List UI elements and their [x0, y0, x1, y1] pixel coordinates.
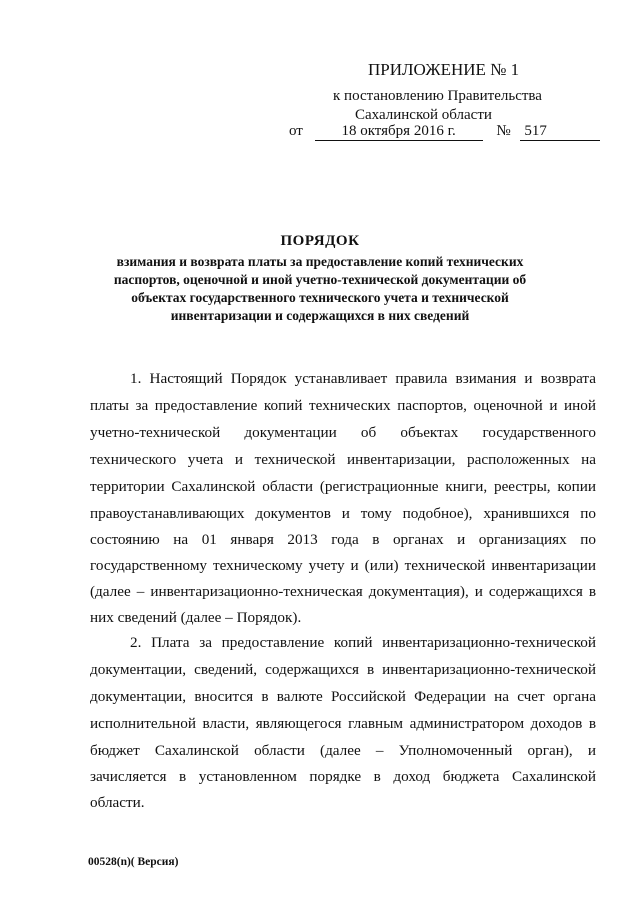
paragraph-2-line: исполнительной власти, являющегося главным администратором доходов в: [90, 715, 596, 732]
paragraph-1-line: территории Сахалинской области (регистрационные книги, реестры, копии: [90, 478, 596, 495]
paragraph-2-line: документации, вносится в валюте Российской Федерации на счет органа: [90, 688, 596, 705]
paragraph-1-line: них сведений (далее – Порядок).: [90, 609, 302, 626]
document-heading: [100, 233, 540, 325]
paragraph-1-line: 1. Настоящий Порядок устанавливает правила взимания и возврата: [130, 370, 596, 387]
subtitle-line: объектах государственного технического учета и технической: [131, 290, 509, 305]
subtitle-line: паспортов, оценочной и иной учетно-технической документации об: [113, 272, 527, 287]
subtitle-line: взимания и возврата платы за предоставление копий технических: [116, 254, 524, 269]
paragraph-2-line: бюджет Сахалинской области (далее – Уполномоченный орган), и: [90, 742, 596, 759]
from-label: от: [289, 123, 303, 139]
paragraph-1-line: правоустанавливающих документов и тому подобное), хранившихся по: [90, 505, 596, 522]
paragraph-1-line: учетно-технической документации об объектах государственного: [90, 424, 596, 441]
document-title: ПОРЯДОК: [280, 233, 360, 249]
appendix-date-number-row: [289, 122, 600, 141]
number-label: №: [496, 123, 511, 139]
paragraph-2-line: области.: [90, 794, 145, 811]
paragraph-1-line: государственному техническому учету и (или) технической инвентаризации: [90, 557, 596, 574]
document-number: 517: [520, 122, 600, 141]
paragraph-1-line: состоянию на 01 января 2013 года в органах и организациях по: [90, 531, 596, 548]
subtitle-line: инвентаризации и содержащихся в них сведений: [170, 308, 470, 323]
appendix-region-line: Сахалинской области: [355, 107, 492, 123]
document-date: 18 октября 2016 г.: [315, 122, 483, 141]
appendix-title: ПРИЛОЖЕНИЕ № 1: [368, 60, 520, 79]
appendix-reference-line: к постановлению Правительства: [333, 88, 542, 104]
paragraph-2-line: 2. Плата за предоставление копий инвентаризационно-технической: [130, 634, 596, 651]
paragraph-2-line: документации, сведений, содержащихся в инвентаризационно-технической: [90, 661, 596, 678]
paragraph-1-line: (далее – инвентаризационно-техническая документация), и содержащихся в: [90, 583, 596, 600]
paragraph-1-line: технического учета и технической инвентаризации, расположенных на: [90, 451, 596, 468]
document-version-code: 00528(n)( Версия): [88, 856, 179, 868]
paragraph-1-line: платы за предоставление копий технических паспортов, оценочной и иной: [90, 397, 596, 414]
paragraph-2-line: зачисляется в установленном порядке в доход бюджета Сахалинской: [90, 768, 596, 785]
